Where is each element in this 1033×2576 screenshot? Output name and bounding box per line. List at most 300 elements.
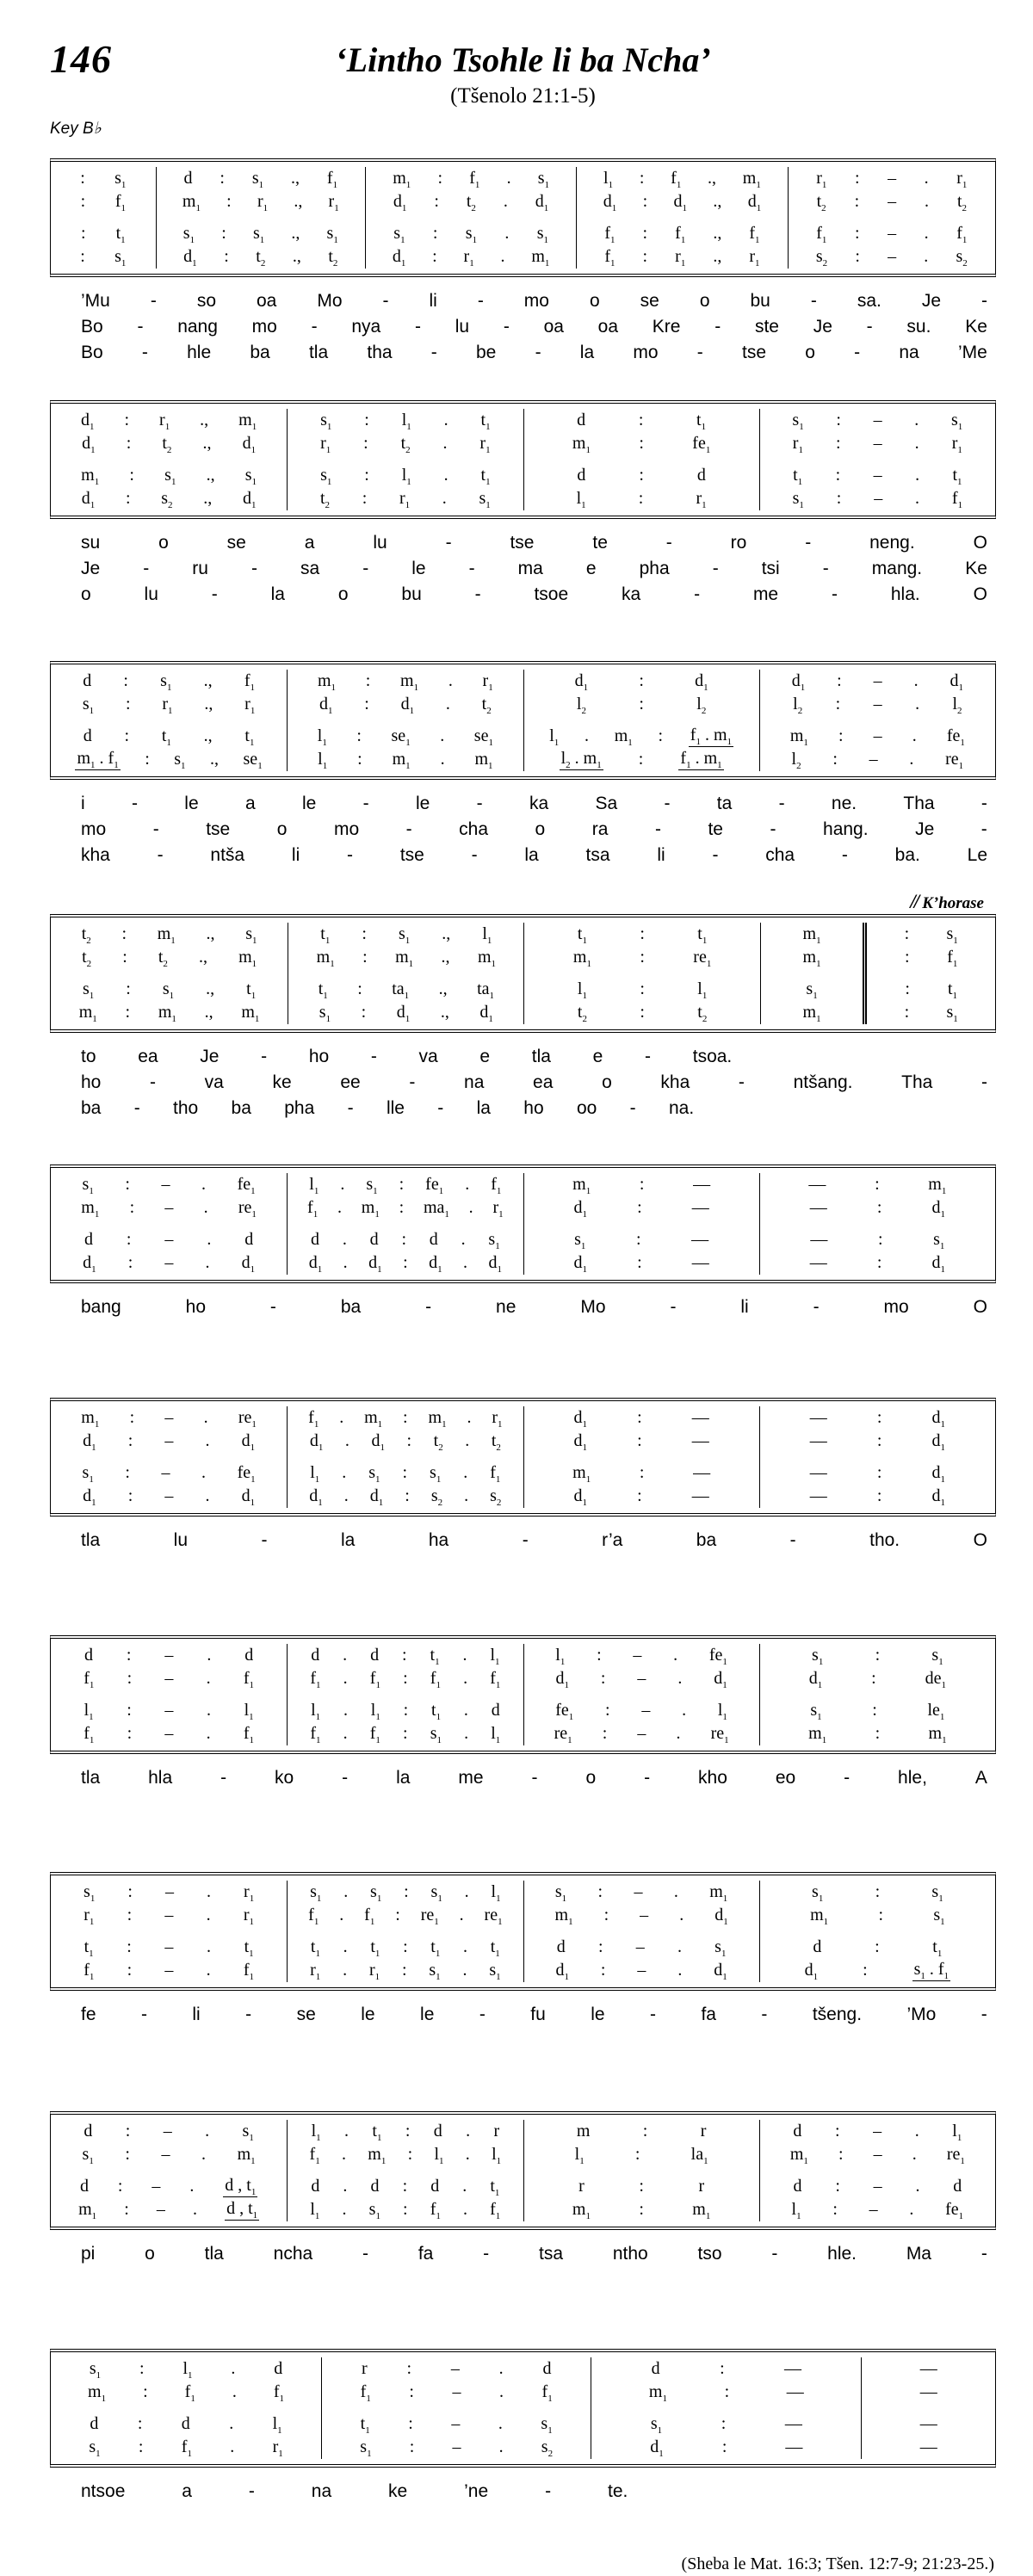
lyric-line-3 [50, 843, 996, 868]
solfa-token: . [339, 1906, 344, 1924]
lyric-syllable: tsoa. [692, 1047, 733, 1066]
lyric-syllable: na [899, 343, 919, 362]
solfa-token: $m_1$ [789, 726, 808, 748]
voice-4-measure-2 [288, 748, 523, 771]
solfa-token: : [875, 1646, 881, 1665]
solfa-token: $l_1$ [182, 2359, 193, 2381]
lyric-syllable: mo [633, 343, 659, 362]
solfa-token: r [700, 2122, 707, 2140]
solfa-token: $f_1$ [310, 1669, 321, 1690]
solfa-token: $f_1$ [273, 2382, 285, 2404]
lyric-syllable: o [145, 2244, 155, 2264]
solfa-token: $r_1$ [84, 1906, 95, 1927]
voice-1-measure-3 [524, 1173, 759, 1196]
voice-2-measure-4 [760, 693, 995, 716]
solfa-token: $s_1$ [89, 2359, 102, 2381]
measure-column-2 [287, 1644, 523, 1745]
solfa-token: $d_1$ [650, 2437, 664, 2459]
solfa-token: : [362, 489, 368, 508]
lyric-syllable: ka [622, 584, 641, 604]
lyric-syllable: - [644, 1768, 651, 1788]
voice-1-measure-3 [524, 1644, 759, 1667]
lyric-syllable: lu [173, 1530, 189, 1550]
solfa-token: $f_1$ [604, 247, 615, 269]
measure-column-1 [51, 1173, 287, 1275]
solfa-token: $l_2$ [576, 695, 586, 716]
solfa-token: : [637, 1408, 642, 1427]
solfa-token: : [658, 726, 664, 745]
lyric-syllable: - [251, 559, 257, 578]
solfa-token: $t_1$ [480, 466, 491, 487]
lyric-syllable: e [479, 1047, 491, 1066]
solfa-token: $s_1$ [242, 2122, 254, 2143]
lyric-syllable: - [409, 1072, 416, 1092]
solfa-token: $t_1$ [370, 1937, 380, 1959]
solfa-token: $d_1$ [931, 1431, 945, 1453]
lyric-syllable: oa [543, 317, 564, 337]
solfa-token: $d_1$ [479, 1003, 493, 1024]
solfa-token: $m_1$ [361, 1198, 380, 1220]
solfa-token: $s_1$ [554, 1882, 567, 1904]
voice-2-measure-1 [51, 1904, 287, 1927]
lyric-line-1 [50, 791, 996, 817]
solfa-token: – [452, 2437, 461, 2456]
solfa-token: : [854, 192, 860, 211]
solfa-token: : [127, 1431, 133, 1450]
measure-column-4 [861, 2357, 995, 2459]
solfa-token: $d_1$ [931, 1253, 945, 1275]
lyric-syllable: oa [256, 291, 277, 311]
solfa-token: $s_1$ [82, 2145, 94, 2166]
section-label-text: K’horase [922, 894, 984, 912]
lyric-syllable: tsi [761, 559, 780, 578]
solfa-token: . [203, 1408, 208, 1427]
lyric-syllable: e [585, 559, 597, 578]
voice-3-measure-3 [524, 978, 759, 1001]
measure-column-2 [287, 1173, 523, 1275]
solfa-token: $l_2$ [696, 695, 707, 716]
notation-box [50, 158, 996, 277]
voice-4-measure-1 [51, 748, 287, 771]
solfa-token: — [785, 2437, 803, 2456]
voice-4-measure-1 [51, 245, 156, 269]
solfa-token: $d_1$ [309, 1486, 323, 1508]
solfa-token: $m_1$ [182, 192, 201, 213]
slur-group: $l_2$ . $m_1$ [560, 749, 602, 770]
solfa-token: . [206, 1882, 211, 1901]
solfa-token: $r_1$ [257, 192, 269, 213]
solfa-token: : [80, 192, 86, 211]
solfa-token: $m_1$ [808, 1724, 827, 1745]
lyric-syllable: ba [81, 1098, 102, 1118]
solfa-token: . [343, 1724, 348, 1743]
slur-group: d , $t_1$ [225, 2176, 257, 2197]
solfa-token: – [637, 1669, 646, 1688]
solfa-token: $t_2$ [433, 1431, 443, 1453]
solfa-token: $r_1$ [492, 1408, 503, 1430]
solfa-token: d [181, 2414, 190, 2433]
lyric-syllable: fu [530, 2005, 546, 2024]
solfa-token: — [809, 1198, 827, 1217]
solfa-token: : [409, 2382, 414, 2401]
lyric-syllable: ’Me [957, 343, 987, 362]
voice-2-measure-2 [322, 2381, 591, 2404]
lyric-syllable: la [270, 584, 285, 604]
solfa-token: $d_1$ [931, 1463, 945, 1485]
voice-1-measure-1 [51, 1881, 287, 1904]
system-3 [50, 661, 996, 868]
solfa-token: $re_1$ [693, 948, 712, 969]
solfa-token: $d_1$ [931, 1486, 945, 1508]
lyric-line-2 [50, 556, 996, 582]
solfa-token: . [465, 1175, 470, 1194]
lyric-syllable: ba. [894, 845, 920, 865]
solfa-token: . [343, 2177, 348, 2196]
solfa-token: : [124, 411, 130, 429]
solfa-token: . [343, 1669, 348, 1688]
solfa-token: . [442, 434, 448, 453]
solfa-token: : [600, 1669, 606, 1688]
solfa-token: : [127, 1906, 133, 1924]
voice-1-measure-2 [322, 2357, 591, 2381]
lyric-syllable: - [522, 1530, 529, 1550]
lyric-syllable: na. [669, 1098, 695, 1118]
solfa-token: $s_1$ [792, 489, 804, 510]
solfa-token: $t_2$ [256, 247, 266, 269]
voice-3-measure-3 [524, 1699, 759, 1722]
voice-1-measure-4 [577, 167, 787, 190]
lyric-syllable: - [503, 317, 510, 337]
solfa-token: $r_1$ [159, 411, 170, 432]
solfa-token: : [637, 1486, 642, 1505]
lyric-syllable: - [778, 794, 785, 813]
notation-box [50, 661, 996, 780]
solfa-token: – [869, 750, 878, 769]
voice-2-measure-4 [760, 2143, 995, 2166]
solfa-token: $l_1$ [574, 2145, 585, 2166]
lyric-line-1 [50, 1528, 996, 1554]
solfa-token: $t_1$ [577, 924, 587, 946]
voice-1-measure-3 [524, 2120, 759, 2143]
solfa-token: . [231, 2359, 236, 2378]
solfa-token: $m_1$ [78, 2200, 97, 2221]
solfa-token: $f_1$ [308, 1906, 319, 1927]
solfa-token: : [854, 224, 860, 243]
solfa-token: d [370, 2177, 380, 2196]
lyric-syllable: lle [386, 1098, 405, 1118]
lyrics-block [50, 1294, 996, 1320]
lyric-syllable: - [414, 317, 421, 337]
lyric-syllable: - [694, 584, 701, 604]
solfa-token: $le_1$ [927, 1701, 945, 1722]
lyric-syllable: a [244, 794, 256, 813]
lyric-syllable: O [973, 1530, 987, 1550]
lyric-syllable: - [712, 559, 719, 578]
lyrics-block [50, 2002, 996, 2028]
lyric-syllable: - [152, 819, 159, 839]
lyric-syllable: - [362, 559, 369, 578]
voice-3-measure-2 [288, 2175, 523, 2198]
solfa-token: : [125, 2145, 130, 2164]
solfa-token: : [639, 466, 644, 485]
solfa-token: $t_2$ [319, 489, 330, 510]
solfa-token: . [909, 2200, 914, 2219]
solfa-token: – [164, 1906, 174, 1924]
solfa-token: ., [441, 948, 450, 967]
solfa-token: . [463, 1669, 468, 1688]
solfa-token: $s_1$ [114, 247, 127, 269]
solfa-token: d [793, 2177, 802, 2196]
measure-column-1 [51, 1881, 287, 1982]
solfa-token: $l_1$ [84, 1701, 94, 1722]
measure-column-4 [759, 1644, 995, 1745]
voice-1-measure-1 [51, 670, 287, 693]
solfa-token: $d_1$ [573, 1486, 588, 1508]
lyric-syllable: tsa [585, 845, 610, 865]
voice-4-measure-3 [524, 487, 759, 510]
voice-4-measure-5 [789, 245, 995, 269]
voice-4-measure-2 [157, 245, 365, 269]
solfa-token: . [229, 2414, 234, 2433]
lyric-syllable: ea [533, 1072, 554, 1092]
solfa-token: $s_1$ [650, 2414, 663, 2436]
solfa-token: $d_1$ [673, 192, 687, 213]
voice-3-measure-1 [51, 1699, 287, 1722]
solfa-token: – [450, 2359, 460, 2378]
solfa-token: : [404, 1882, 409, 1901]
solfa-token: $s_1$ [82, 1463, 94, 1485]
lyric-syllable: Mo [580, 1297, 606, 1317]
voice-4-measure-1 [51, 487, 287, 510]
solfa-token: : [362, 948, 368, 967]
solfa-token: $m_1$ [742, 169, 761, 190]
solfa-token: ., [203, 726, 213, 745]
solfa-token: : [401, 1230, 406, 1249]
lyric-syllable: - [650, 2005, 657, 2024]
solfa-token: : [126, 1646, 132, 1665]
solfa-token: $r_1$ [956, 169, 968, 190]
lyric-syllable: la [476, 1098, 491, 1118]
measure-column-3 [523, 1406, 759, 1508]
solfa-token: $re_1$ [238, 1408, 257, 1430]
solfa-token: . [464, 1882, 469, 1901]
solfa-token: : [125, 695, 131, 713]
solfa-token: . [442, 489, 447, 508]
solfa-token: : [638, 750, 644, 769]
solfa-token: $t_1$ [320, 924, 331, 946]
solfa-token: : [875, 1724, 881, 1743]
solfa-token: . [343, 1961, 348, 1980]
solfa-token: $f_1$ [749, 224, 760, 245]
solfa-token: – [888, 169, 897, 188]
slur-group: $s_1$ . $f_1$ [913, 1960, 949, 1981]
solfa-token: $r_1$ [479, 434, 491, 455]
solfa-token: $m_1$ [238, 948, 257, 969]
solfa-token: $d_1$ [555, 1961, 569, 1982]
lyric-syllable: - [370, 1047, 377, 1066]
solfa-token: $r_1$ [272, 2437, 283, 2459]
solfa-token: $t_2$ [158, 948, 168, 969]
solfa-token: : [124, 2200, 129, 2219]
lyric-syllable: e [592, 1047, 603, 1066]
solfa-token: m [576, 2122, 591, 2140]
solfa-token: $r_1$ [310, 1961, 321, 1982]
lyric-syllable: - [479, 2005, 486, 2024]
solfa-token: $s_1$ [326, 224, 338, 245]
solfa-token: d [84, 1646, 93, 1665]
voice-2-measure-3 [524, 1430, 759, 1453]
solfa-token: : [837, 671, 842, 690]
solfa-token: $t_2$ [162, 434, 172, 455]
solfa-token: : [363, 434, 368, 453]
lyric-syllable: hle [187, 343, 212, 362]
solfa-token: $t_1$ [932, 1937, 943, 1959]
solfa-token: $m_1$ [709, 1882, 728, 1904]
solfa-token: $d_1$ [371, 1431, 385, 1453]
voice-4-measure-1 [51, 1959, 287, 1982]
solfa-token: : [835, 695, 841, 713]
lyric-syllable: - [714, 317, 721, 337]
solfa-token: : [362, 924, 367, 943]
voice-1-measure-2 [288, 1644, 523, 1667]
solfa-token: – [164, 1230, 174, 1249]
solfa-token: : [838, 726, 844, 745]
voice-2-measure-3 [524, 1904, 759, 1927]
solfa-token: $m_1$ [81, 1198, 100, 1220]
solfa-token: $s_1$ [252, 224, 265, 245]
lyric-syllable: - [150, 291, 157, 311]
voice-1-measure-3 [524, 923, 759, 946]
voice-1-measure-1 [51, 2357, 321, 2381]
lyric-line-2 [50, 314, 996, 340]
voice-3-measure-2 [157, 222, 365, 245]
solfa-token: $r_1$ [368, 1961, 380, 1982]
measure-column-3 [523, 409, 759, 510]
solfa-token: . [343, 1486, 349, 1505]
solfa-token: $m_1$ [554, 1906, 573, 1927]
solfa-token: $m_1$ [572, 2200, 591, 2221]
solfa-token: — [691, 1198, 709, 1217]
system-10 [50, 2349, 996, 2505]
lyric-syllable: - [866, 317, 873, 337]
solfa-token: . [465, 1431, 470, 1450]
solfa-token: : [80, 169, 85, 188]
solfa-token: $l_1$ [311, 2122, 321, 2143]
lyric-syllable: tho [173, 1098, 199, 1118]
solfa-token: d [90, 2414, 99, 2433]
lyric-syllable: - [220, 1768, 227, 1788]
voice-1-measure-1 [51, 923, 288, 946]
solfa-token: – [164, 1701, 174, 1720]
solfa-token: — [691, 1230, 709, 1249]
solfa-token: $f_1$ [671, 169, 682, 190]
solfa-token: $l_1$ [401, 466, 411, 487]
voice-4-measure-2 [322, 2436, 591, 2459]
voice-2-measure-4 [760, 432, 995, 455]
lyric-syllable: - [382, 291, 389, 311]
lyric-syllable: Je [915, 819, 935, 839]
measure-column-2 [288, 923, 523, 1024]
lyric-syllable: be [476, 343, 497, 362]
lyric-syllable: - [696, 343, 703, 362]
solfa-token: ., [202, 434, 212, 453]
solfa-token: . [343, 1701, 348, 1720]
voice-2-measure-2 [288, 1904, 523, 1927]
solfa-token: $de_1$ [925, 1669, 947, 1690]
solfa-token: — [919, 2359, 937, 2378]
solfa-token: $s_1$ [251, 169, 264, 190]
solfa-token: $r_1$ [244, 695, 256, 716]
lyric-syllable: tla [81, 1530, 101, 1550]
lyric-syllable: se [226, 533, 246, 553]
voice-3-measure-2 [288, 725, 523, 748]
solfa-token: $ma_1$ [423, 1198, 449, 1220]
solfa-token: : [125, 1463, 130, 1482]
solfa-token: r [698, 2177, 705, 2196]
solfa-token: $f_1$ [114, 192, 127, 213]
solfa-token: d [542, 2359, 552, 2378]
solfa-token: . [193, 2200, 197, 2219]
lyric-syllable: - [770, 819, 776, 839]
solfa-token: — [691, 1486, 709, 1505]
solfa-token: d [556, 1937, 566, 1956]
solfa-token: d [953, 2177, 962, 2196]
solfa-token: – [164, 1669, 174, 1688]
measure-column-2 [287, 1406, 523, 1508]
lyric-line-1 [50, 1044, 740, 1070]
solfa-token: $s_1$ [82, 695, 95, 716]
solfa-token: $m_1$ [392, 750, 411, 771]
solfa-token: ., [713, 224, 722, 243]
solfa-token: $r_1$ [792, 434, 803, 455]
solfa-token: $m_1$ [572, 948, 591, 969]
solfa-token: – [164, 1961, 174, 1980]
solfa-token: : [129, 1408, 135, 1427]
solfa-token: — [784, 2359, 802, 2378]
voice-3-measure-1 [51, 1461, 287, 1485]
solfa-token: $s_1$ [162, 979, 175, 1001]
solfa-token: $r_1$ [243, 1906, 254, 1927]
lyric-syllable: tla [531, 1047, 551, 1066]
lyric-syllable: - [712, 845, 719, 865]
solfa-token: $s_1$ [933, 1230, 945, 1251]
solfa-token: $m_1$ [317, 671, 337, 693]
solfa-token: . [677, 1669, 683, 1688]
solfa-token: . [915, 466, 920, 485]
voice-4-measure-1 [51, 1001, 288, 1024]
voice-4-measure-4 [577, 245, 787, 269]
solfa-token: – [164, 1408, 174, 1427]
solfa-token: – [635, 1937, 645, 1956]
voice-1-measure-4 [761, 923, 863, 946]
solfa-token: : [871, 1669, 876, 1688]
solfa-token: : [638, 411, 644, 429]
solfa-token: ., [440, 1003, 449, 1022]
lyric-syllable: te. [607, 2481, 628, 2501]
solfa-token: – [451, 2414, 461, 2433]
lyric-syllable: - [245, 2005, 252, 2024]
measure-column-3 [523, 2120, 759, 2221]
solfa-token: : [127, 1882, 133, 1901]
solfa-token: $r_1$ [951, 434, 962, 455]
solfa-token: $d_1$ [931, 1198, 945, 1220]
lyric-syllable: ho [523, 1098, 544, 1118]
solfa-token: $t_1$ [310, 1937, 320, 1959]
voice-3-measure-3 [524, 725, 759, 748]
notation-box [50, 2111, 996, 2230]
voice-3-measure-3 [524, 1461, 759, 1485]
solfa-token: $l_1$ [492, 2145, 502, 2166]
